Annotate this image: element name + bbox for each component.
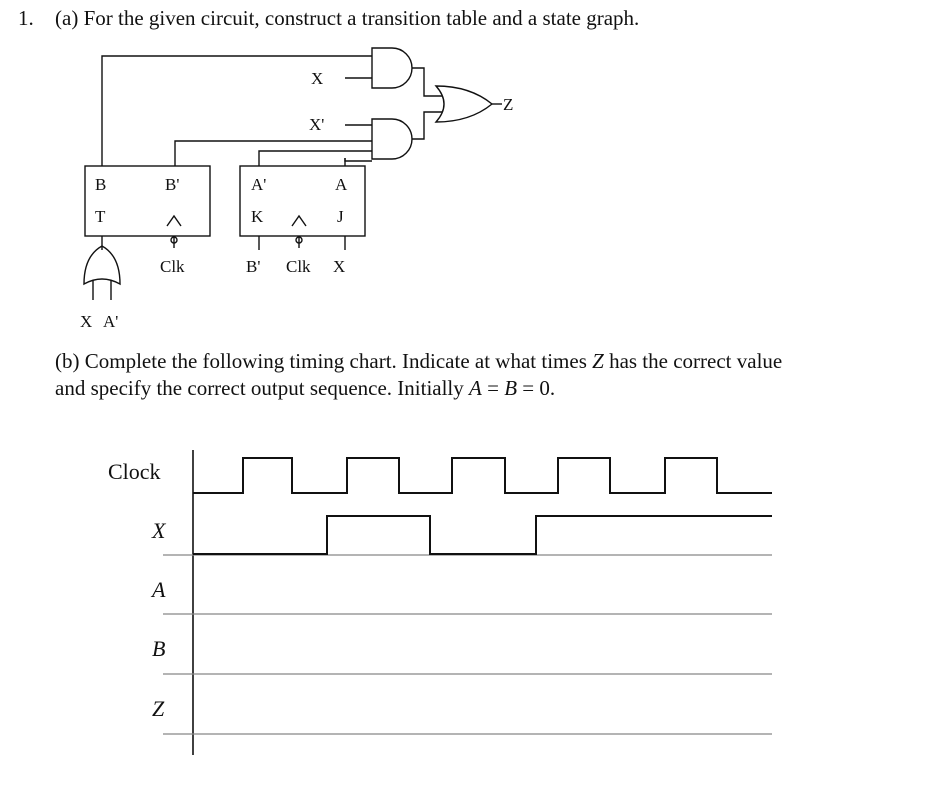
part-b-line1b: has the correct value (603, 349, 783, 373)
ff-a-j-input-label: X (333, 257, 346, 276)
or-t-x-label: X (80, 312, 93, 331)
ff-a-outbar-label: A' (251, 175, 267, 194)
row-label-a: A (152, 577, 166, 602)
ff-a-k-label: K (251, 207, 264, 226)
row-label-b: B (152, 636, 166, 661)
x-waveform (193, 516, 772, 554)
part-b-line1: Complete the following timing chart. Indicate at what times (84, 349, 593, 373)
part-b-line2: and specify the correct output sequence. Initially (55, 376, 470, 400)
var-a: A (469, 376, 482, 400)
question-number: 1. (18, 6, 34, 30)
ff-b-outbar-label: B' (165, 175, 180, 194)
ff-a-clk-label: Clk (286, 257, 311, 276)
ff-a-j-label: J (337, 207, 344, 226)
part-a-label: (a) (55, 6, 79, 30)
ff-b-clk-label: Clk (160, 257, 185, 276)
ff-a-k-input-label: B' (246, 257, 261, 276)
output-z-label: Z (503, 95, 514, 114)
equals-2: = 0. (517, 376, 556, 400)
or-t-abar-label: A' (103, 312, 119, 331)
row-label-x: X (152, 518, 166, 543)
equals-1: = (481, 376, 505, 400)
clock-waveform (193, 458, 772, 493)
and2-xbar-label: X' (309, 115, 325, 134)
row-label-clock: Clock (108, 459, 161, 484)
part-a-prompt: For the given circuit, construct a transition table and a state graph. (83, 6, 640, 30)
ff-b-t-label: T (95, 207, 106, 226)
var-z: Z (592, 349, 604, 373)
part-b-label: (b) (55, 349, 80, 373)
row-label-z: Z (152, 696, 165, 721)
ff-a-out-label: A (335, 175, 348, 194)
and1-x-label: X (311, 69, 324, 88)
ff-b-out-label: B (95, 175, 107, 194)
var-b: B (504, 376, 518, 400)
